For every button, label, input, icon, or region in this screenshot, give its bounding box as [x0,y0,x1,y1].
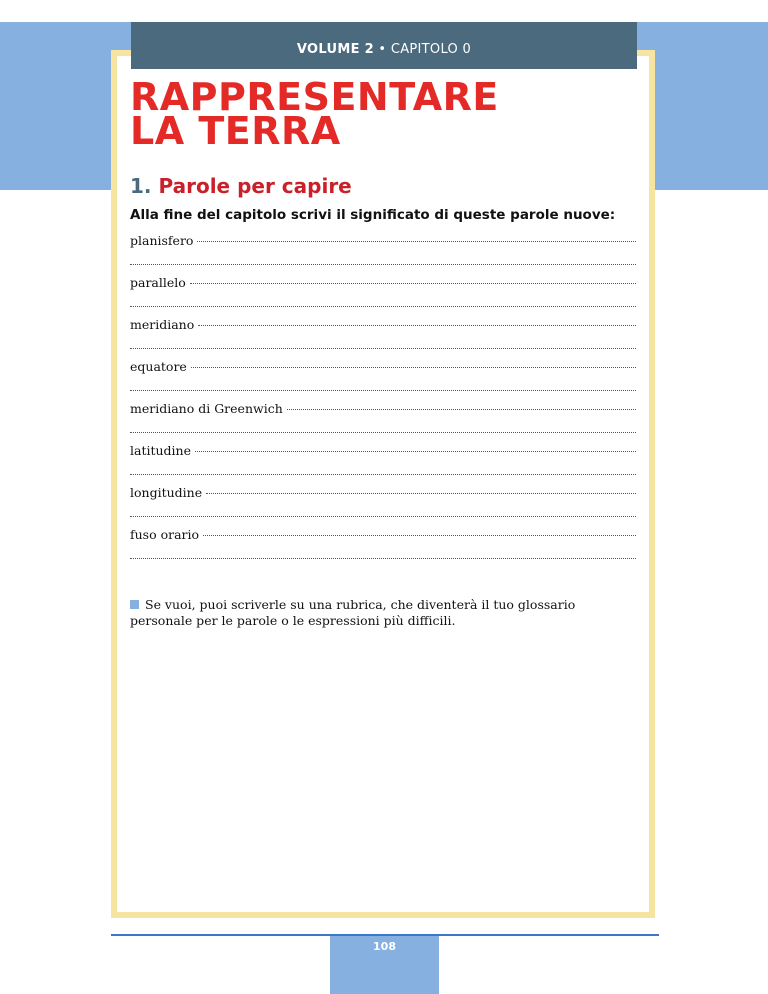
section-number: 1. [130,174,152,198]
term-word: longitudine [130,485,203,500]
volume-label: VOLUME 2 [296,41,374,57]
write-line[interactable] [130,474,636,475]
term-word: equatore [130,359,187,374]
terms-list [130,233,636,569]
write-line[interactable] [190,283,636,284]
term-word: meridiano [130,317,195,332]
section-title: Parole per capire [158,174,352,198]
write-line[interactable] [203,535,636,536]
chapter-title-line2: LA TERRA [130,109,341,153]
term-word: latitudine [130,443,191,458]
chapter-label: CAPITOLO 0 [390,41,472,57]
page-number: 108 [373,940,396,953]
chapter-title [130,75,499,153]
term-row [130,527,636,569]
running-header [131,22,637,69]
write-line[interactable] [197,241,636,242]
write-line[interactable] [191,367,636,368]
square-bullet-icon [130,600,139,609]
write-line[interactable] [130,432,636,433]
glossary-note-text: Se vuoi, puoi scriverle su una rubrica, che diventerà il tuo glossario personale per le parole o le espressioni più difficili. [130,597,576,628]
write-line[interactable] [130,348,636,349]
term-word: fuso orario [130,527,200,542]
term-row [130,485,636,527]
glossary-note [130,597,636,629]
term-word: parallelo [130,275,186,290]
term-row [130,443,636,485]
write-line[interactable] [130,558,636,559]
write-line[interactable] [130,264,636,265]
write-line[interactable] [198,325,636,326]
term-word: planisfero [130,233,194,248]
instruction-text: Alla fine del capitolo scrivi il significato di queste parole nuove: [130,207,616,223]
write-line[interactable] [206,493,636,494]
chapter-title-line1: RAPPRESENTARE [130,75,499,119]
section-heading [130,174,352,198]
term-row [130,359,636,401]
page-number-box [330,936,439,994]
term-row [130,317,636,359]
write-line[interactable] [130,390,636,391]
term-row [130,233,636,275]
write-line[interactable] [130,516,636,517]
write-line[interactable] [130,306,636,307]
term-row [130,401,636,443]
write-line[interactable] [195,451,636,452]
term-row [130,275,636,317]
write-line[interactable] [287,409,636,410]
term-word: meridiano di Greenwich [130,401,283,416]
header-separator: • [378,41,387,57]
